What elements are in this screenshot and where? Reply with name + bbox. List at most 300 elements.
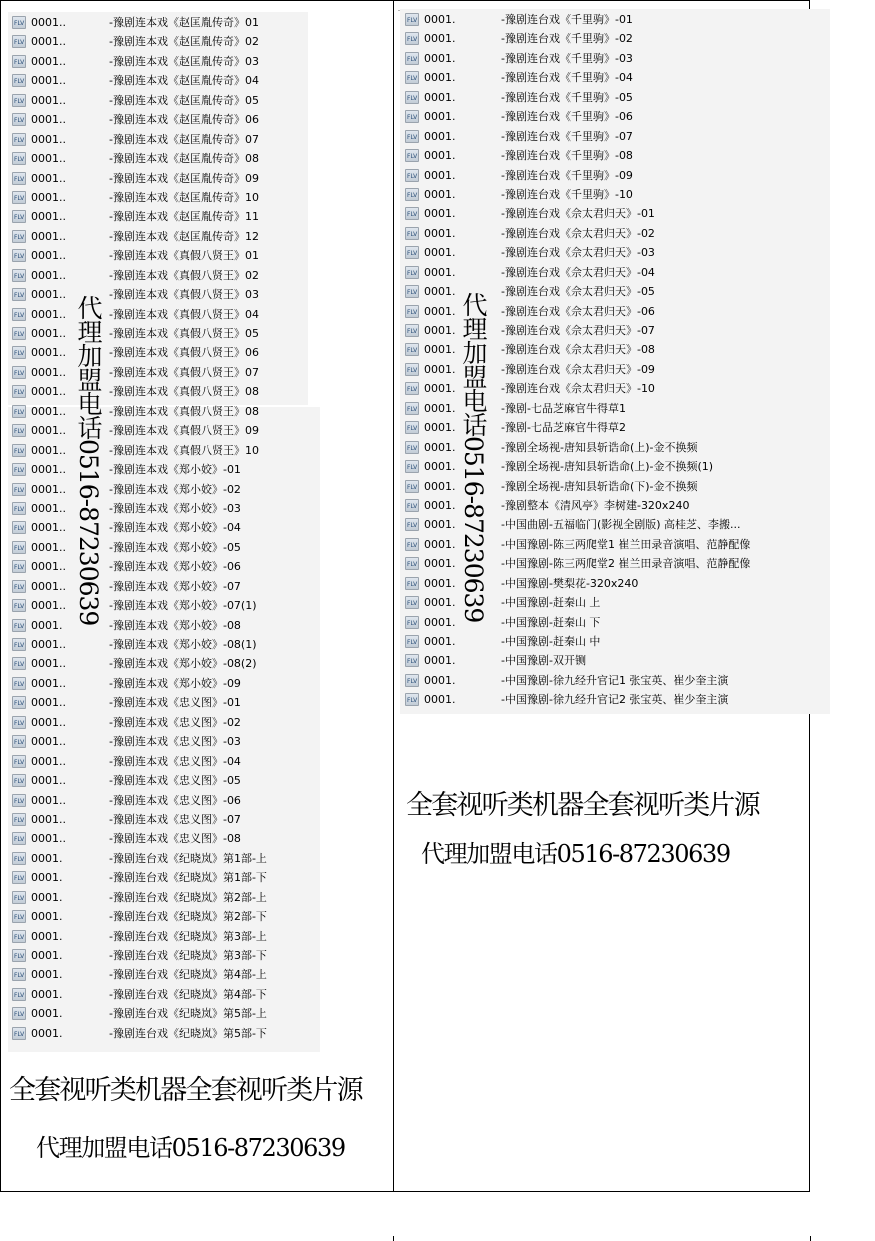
file-row[interactable] xyxy=(12,32,312,51)
flv-file-icon xyxy=(12,930,26,943)
flv-file-icon xyxy=(12,968,26,981)
file-row[interactable] xyxy=(405,632,825,651)
flv-file-icon xyxy=(12,832,26,845)
file-row[interactable] xyxy=(405,107,825,126)
flv-file-icon xyxy=(405,596,419,609)
file-row[interactable] xyxy=(405,49,825,68)
file-row[interactable] xyxy=(12,227,312,246)
flv-icon-label: FLV xyxy=(407,114,418,122)
file-id: 0001. xyxy=(424,362,456,376)
file-row[interactable] xyxy=(12,324,312,343)
file-name: -中国豫剧-双开铡 xyxy=(501,654,586,668)
flv-icon-label: FLV xyxy=(407,172,418,180)
flv-file-icon xyxy=(405,421,419,434)
flv-file-icon xyxy=(12,152,26,165)
file-name: -豫剧连本戏《忠义图》-03 xyxy=(109,735,241,749)
flv-file-icon xyxy=(12,502,26,515)
file-name: -豫剧连台戏《千里驹》-10 xyxy=(501,187,633,201)
flv-file-icon xyxy=(12,463,26,476)
file-id: 0001. xyxy=(424,498,456,512)
file-name: -豫剧连本戏《赵匡胤传奇》09 xyxy=(109,171,259,185)
flv-file-icon xyxy=(405,305,419,318)
flv-icon-label: FLV xyxy=(14,467,25,475)
file-name: -豫剧连本戏《赵匡胤传奇》07 xyxy=(109,132,259,146)
file-name: -豫剧全场视-唐知县斩诰命(下)-金不换频 xyxy=(501,479,698,493)
flv-icon-label: FLV xyxy=(407,36,418,44)
file-name: -豫剧连本戏《郑小姣》-08 xyxy=(109,618,241,632)
file-name: -豫剧连本戏《真假八贤王》02 xyxy=(109,268,259,282)
file-row[interactable] xyxy=(12,71,312,90)
file-name: -豫剧连本戏《郑小姣》-08(2) xyxy=(109,657,257,671)
file-row[interactable] xyxy=(12,752,312,771)
file-row[interactable] xyxy=(405,68,825,87)
flv-icon-label: FLV xyxy=(407,308,418,316)
flv-icon-label: FLV xyxy=(407,250,418,258)
flv-icon-label: FLV xyxy=(407,328,418,335)
file-id: 0001. xyxy=(424,51,456,65)
file-name: -豫剧-七品芝麻官牛得草1 xyxy=(501,401,626,415)
file-row[interactable] xyxy=(12,402,312,421)
flv-icon-label: FLV xyxy=(407,561,418,569)
file-row[interactable] xyxy=(12,499,312,518)
flv-icon-label: FLV xyxy=(407,677,418,685)
flv-file-icon xyxy=(405,169,419,182)
file-row[interactable] xyxy=(12,305,312,324)
file-row[interactable] xyxy=(12,110,312,129)
file-row[interactable] xyxy=(405,224,825,243)
flv-file-icon xyxy=(12,677,26,690)
flv-file-icon xyxy=(405,538,419,551)
flv-icon-label: FLV xyxy=(14,136,25,144)
file-row[interactable] xyxy=(12,52,312,71)
file-name: -豫剧连本戏《忠义图》-08 xyxy=(109,832,241,846)
file-name: -豫剧连台戏《纪晓岚》第4部-上 xyxy=(109,968,267,982)
file-name: -豫剧连本戏《真假八贤王》04 xyxy=(109,307,259,321)
flv-file-icon xyxy=(12,774,26,787)
file-row[interactable] xyxy=(405,146,825,165)
file-name: -豫剧-七品芝麻官牛得草2 xyxy=(501,421,626,435)
flv-icon-label: FLV xyxy=(14,544,25,552)
file-id: 0001. xyxy=(424,654,456,668)
flv-file-icon xyxy=(12,988,26,1001)
flv-file-icon xyxy=(12,852,26,865)
flv-icon-label: FLV xyxy=(14,642,25,649)
flv-file-icon xyxy=(12,1027,26,1040)
flv-icon-label: FLV xyxy=(407,75,418,83)
flv-file-icon xyxy=(12,74,26,87)
file-name: -豫剧连本戏《赵匡胤传奇》02 xyxy=(109,35,259,49)
flv-file-icon xyxy=(405,343,419,356)
file-id: 0001. xyxy=(424,90,456,104)
file-row[interactable] xyxy=(12,927,312,946)
flv-icon-label: FLV xyxy=(407,600,418,608)
file-row[interactable] xyxy=(12,266,312,285)
file-name: -豫剧连台戏《纪晓岚》第1部-下 xyxy=(109,871,267,885)
flv-file-icon xyxy=(12,541,26,554)
file-id: 0001.. xyxy=(31,424,66,438)
file-row[interactable] xyxy=(12,946,312,965)
flv-icon-label: FLV xyxy=(14,39,25,47)
file-row[interactable] xyxy=(405,671,825,690)
file-name: -中国豫剧-赶秦山 上 xyxy=(501,596,601,610)
file-row[interactable] xyxy=(12,1004,312,1023)
file-id: 0001.. xyxy=(31,16,66,29)
file-row[interactable] xyxy=(12,1024,312,1043)
file-name: -豫剧整本《清风亭》李树建-320x240 xyxy=(501,498,690,512)
file-row[interactable] xyxy=(12,91,312,110)
file-name: -豫剧连本戏《真假八贤王》05 xyxy=(109,327,259,340)
file-row[interactable] xyxy=(12,868,312,887)
flv-icon-label: FLV xyxy=(407,541,418,549)
flv-file-icon xyxy=(405,130,419,143)
file-row[interactable] xyxy=(12,441,312,460)
file-row[interactable] xyxy=(405,204,825,223)
flv-file-icon xyxy=(405,91,419,104)
file-row[interactable] xyxy=(12,421,312,440)
file-row[interactable] xyxy=(12,518,312,537)
flv-file-icon xyxy=(405,441,419,454)
file-row[interactable] xyxy=(12,382,312,401)
file-name: -中国豫剧-赶秦山 下 xyxy=(501,615,601,629)
file-id: 0001.. xyxy=(31,35,66,49)
flv-icon-label: FLV xyxy=(407,522,418,530)
file-id: 0001. xyxy=(424,71,456,85)
file-name: -豫剧连台戏《佘太君归天》-04 xyxy=(501,265,655,279)
file-id: 0001. xyxy=(31,968,63,982)
flv-icon-label: FLV xyxy=(407,94,418,102)
file-name: -豫剧连本戏《忠义图》-05 xyxy=(109,774,241,788)
flv-icon-label: FLV xyxy=(407,230,418,238)
file-row[interactable] xyxy=(12,363,312,382)
file-name: -中国豫剧-樊梨花-320x240 xyxy=(501,576,639,590)
flv-icon-label: FLV xyxy=(14,311,25,319)
file-id: 0001. xyxy=(424,460,456,474)
file-id: 0001. xyxy=(31,910,63,924)
flv-file-icon xyxy=(12,424,26,437)
flv-icon-label: FLV xyxy=(407,211,418,219)
flv-icon-label: FLV xyxy=(14,505,25,513)
flv-file-icon xyxy=(12,55,26,68)
file-row[interactable] xyxy=(12,907,312,926)
flv-file-icon xyxy=(12,657,26,670)
flv-file-icon xyxy=(405,616,419,629)
file-name: -豫剧连本戏《郑小姣》-03 xyxy=(109,501,241,515)
file-id: 0001. xyxy=(424,32,456,46)
file-id: 0001. xyxy=(424,110,456,124)
file-row[interactable] xyxy=(12,771,312,790)
file-id: 0001. xyxy=(424,168,456,182)
flv-icon-label: FLV xyxy=(14,564,25,572)
file-row[interactable] xyxy=(405,651,825,670)
flv-file-icon xyxy=(405,499,419,512)
file-row[interactable] xyxy=(405,243,825,262)
file-name: -豫剧连台戏《纪晓岚》第4部-下 xyxy=(109,987,267,1001)
file-id: 0001.. xyxy=(31,463,66,477)
file-id: 0001. xyxy=(424,129,456,143)
file-row[interactable] xyxy=(12,169,312,188)
file-name: -豫剧连本戏《赵匡胤传奇》12 xyxy=(109,229,259,243)
flv-file-icon xyxy=(12,113,26,126)
file-row[interactable] xyxy=(405,263,825,282)
file-row[interactable] xyxy=(12,343,312,362)
flv-icon-label: FLV xyxy=(407,386,418,394)
flv-icon-label: FLV xyxy=(14,117,25,125)
left-vertical-watermark: 代理加盟电话0516-87230639 xyxy=(74,295,103,626)
file-name: -豫剧连台戏《千里驹》-03 xyxy=(501,51,633,65)
flv-icon-label: FLV xyxy=(14,583,25,591)
file-name: -豫剧全场视-唐知县斩诰命(上)-金不换频 xyxy=(501,440,698,454)
flv-file-icon xyxy=(405,674,419,687)
flv-file-icon xyxy=(405,52,419,65)
flv-icon-label: FLV xyxy=(14,156,25,164)
file-name: -豫剧连本戏《郑小姣》-02 xyxy=(109,482,241,496)
flv-file-icon xyxy=(12,560,26,573)
file-name: -豫剧连本戏《赵匡胤传奇》08 xyxy=(109,152,259,166)
file-row[interactable] xyxy=(12,577,312,596)
file-name: -豫剧连本戏《真假八贤王》08 xyxy=(109,385,259,399)
file-name: -豫剧连台戏《千里驹》-06 xyxy=(501,110,633,124)
file-id: 0001. xyxy=(424,382,456,396)
file-name: -豫剧连台戏《千里驹》-02 xyxy=(501,32,633,46)
flv-icon-label: FLV xyxy=(14,1011,25,1019)
file-id: 0001.. xyxy=(31,171,66,185)
file-row[interactable] xyxy=(405,185,825,204)
file-name: -豫剧连台戏《佘太君归天》-10 xyxy=(501,382,655,396)
file-id: 0001.. xyxy=(31,676,66,690)
file-id: 0001.. xyxy=(31,696,66,710)
flv-icon-label: FLV xyxy=(407,289,418,297)
flv-file-icon xyxy=(12,871,26,884)
file-name: -豫剧连台戏《纪晓岚》第5部-上 xyxy=(109,1007,267,1021)
file-id: 0001.. xyxy=(31,54,66,68)
file-row[interactable] xyxy=(12,557,312,576)
file-name: -豫剧连台戏《纪晓岚》第3部-上 xyxy=(109,929,267,943)
file-id: 0001.. xyxy=(31,190,66,204)
file-row[interactable] xyxy=(405,690,825,709)
column-divider xyxy=(393,0,394,1192)
flv-icon-label: FLV xyxy=(14,914,25,922)
flv-icon-label: FLV xyxy=(14,894,25,902)
flv-file-icon xyxy=(405,324,419,337)
flv-file-icon xyxy=(405,188,419,201)
flv-icon-label: FLV xyxy=(14,369,25,377)
flv-file-icon xyxy=(12,16,26,29)
flv-file-icon xyxy=(12,366,26,379)
flv-file-icon xyxy=(405,149,419,162)
file-id: 0001.. xyxy=(31,152,66,166)
file-row[interactable] xyxy=(12,829,312,848)
flv-icon-label: FLV xyxy=(407,191,418,199)
flv-icon-label: FLV xyxy=(407,464,418,472)
file-id: 0001. xyxy=(424,324,456,337)
file-name: -豫剧连本戏《真假八贤王》01 xyxy=(109,249,259,263)
flv-file-icon xyxy=(12,910,26,923)
file-id: 0001.. xyxy=(31,754,66,768)
file-row[interactable] xyxy=(12,207,312,226)
file-row[interactable] xyxy=(405,127,825,146)
file-name: -豫剧连本戏《真假八贤王》09 xyxy=(109,424,259,438)
file-id: 0001. xyxy=(424,596,456,610)
flv-file-icon xyxy=(12,813,26,826)
flv-icon-label: FLV xyxy=(407,425,418,433)
file-row[interactable] xyxy=(405,166,825,185)
file-row[interactable] xyxy=(12,460,312,479)
file-id: 0001.. xyxy=(31,268,66,282)
file-name: -豫剧连本戏《赵匡胤传奇》05 xyxy=(109,93,259,107)
file-name: -豫剧连台戏《纪晓岚》第5部-下 xyxy=(109,1026,267,1040)
file-name: -豫剧连台戏《佘太君归天》-08 xyxy=(501,343,655,357)
flv-icon-label: FLV xyxy=(407,405,418,413)
flv-icon-label: FLV xyxy=(407,502,418,510)
file-row[interactable] xyxy=(12,538,312,557)
file-row[interactable] xyxy=(12,596,312,615)
file-row[interactable] xyxy=(12,849,312,868)
file-name: -中国豫剧-赶秦山 中 xyxy=(501,635,601,648)
flv-icon-label: FLV xyxy=(407,483,418,491)
file-name: -中国豫剧-陈三两爬堂1 崔兰田录音演唱、范静配像 xyxy=(501,537,751,551)
file-id: 0001.. xyxy=(31,132,66,146)
flv-icon-label: FLV xyxy=(14,175,25,183)
file-row[interactable] xyxy=(12,693,312,712)
flv-file-icon xyxy=(405,207,419,220)
file-row[interactable] xyxy=(405,10,825,29)
flv-file-icon xyxy=(12,269,26,282)
flv-icon-label: FLV xyxy=(14,331,25,338)
file-row[interactable] xyxy=(12,810,312,829)
file-name: -豫剧连台戏《纪晓岚》第1部-上 xyxy=(109,851,267,865)
file-name: -豫剧连本戏《赵匡胤传奇》10 xyxy=(109,190,259,204)
flv-icon-label: FLV xyxy=(14,97,25,105)
flv-icon-label: FLV xyxy=(407,17,418,24)
file-name: -豫剧连本戏《真假八贤王》08 xyxy=(109,404,259,418)
file-id: 0001. xyxy=(424,207,456,221)
file-name: -豫剧连台戏《佘太君归天》-09 xyxy=(501,362,655,376)
file-name: -豫剧连台戏《千里驹》-04 xyxy=(501,71,633,85)
file-row[interactable] xyxy=(12,654,312,673)
file-id: 0001.. xyxy=(31,774,66,788)
file-row[interactable] xyxy=(12,616,312,635)
file-id: 0001.. xyxy=(31,327,66,340)
flv-icon-label: FLV xyxy=(407,658,418,666)
file-row[interactable] xyxy=(12,130,312,149)
file-id: 0001.. xyxy=(31,113,66,127)
flv-icon-label: FLV xyxy=(14,797,25,805)
flv-file-icon xyxy=(405,557,419,570)
file-row[interactable] xyxy=(12,285,312,304)
file-name: -豫剧连台戏《佘太君归天》-05 xyxy=(501,285,655,299)
flv-icon-label: FLV xyxy=(14,836,25,844)
file-id: 0001.. xyxy=(31,307,66,321)
file-name: -豫剧连台戏《千里驹》-05 xyxy=(501,90,633,104)
flv-file-icon xyxy=(405,577,419,590)
flv-file-icon xyxy=(12,599,26,612)
file-id: 0001.. xyxy=(31,579,66,593)
file-row[interactable] xyxy=(12,965,312,984)
file-id: 0001. xyxy=(424,635,456,648)
file-id: 0001. xyxy=(424,518,456,532)
flv-file-icon xyxy=(405,635,419,648)
file-id: 0001.. xyxy=(31,482,66,496)
flv-icon-label: FLV xyxy=(407,347,418,355)
flv-file-icon xyxy=(12,346,26,359)
bottom-tick-right xyxy=(810,1236,811,1241)
file-name: -豫剧连台戏《佘太君归天》-02 xyxy=(501,226,655,240)
right-vertical-watermark: 代理加盟电话0516-87230639 xyxy=(459,292,488,623)
file-id: 0001. xyxy=(31,890,63,904)
file-row[interactable] xyxy=(12,480,312,499)
file-row[interactable] xyxy=(12,246,312,265)
flv-icon-label: FLV xyxy=(14,778,25,786)
flv-file-icon xyxy=(405,32,419,45)
flv-icon-label: FLV xyxy=(14,1030,25,1038)
file-row[interactable] xyxy=(405,88,825,107)
file-name: -豫剧连本戏《真假八贤王》06 xyxy=(109,346,259,360)
flv-file-icon xyxy=(405,654,419,667)
flv-icon-label: FLV xyxy=(14,58,25,66)
file-row[interactable] xyxy=(12,635,312,654)
file-row[interactable] xyxy=(12,674,312,693)
flv-file-icon xyxy=(12,327,26,340)
file-row[interactable] xyxy=(12,713,312,732)
file-id: 0001.. xyxy=(31,521,66,535)
file-name: -豫剧连本戏《忠义图》-06 xyxy=(109,793,241,807)
file-row[interactable] xyxy=(12,985,312,1004)
flv-file-icon xyxy=(12,35,26,48)
flv-icon-label: FLV xyxy=(407,639,418,646)
flv-icon-label: FLV xyxy=(407,697,418,705)
file-id: 0001.. xyxy=(31,540,66,554)
flv-icon-label: FLV xyxy=(14,292,25,300)
flv-icon-label: FLV xyxy=(14,680,25,688)
file-name: -豫剧连本戏《忠义图》-04 xyxy=(109,754,241,768)
file-id: 0001.. xyxy=(31,210,66,224)
file-name: -中国曲剧-五福临门(影视全剧版) 高桂芝、李搬... xyxy=(501,518,741,532)
file-name: -豫剧全场视-唐知县斩诰命(上)-金不换频(1) xyxy=(501,460,714,474)
flv-file-icon xyxy=(405,518,419,531)
flv-icon-label: FLV xyxy=(14,233,25,241)
file-id: 0001.. xyxy=(31,715,66,729)
flv-icon-label: FLV xyxy=(14,272,25,280)
file-row[interactable] xyxy=(12,13,312,32)
flv-icon-label: FLV xyxy=(14,194,25,202)
file-id: 0001. xyxy=(424,187,456,201)
flv-icon-label: FLV xyxy=(14,719,25,727)
flv-icon-label: FLV xyxy=(407,366,418,374)
flv-icon-label: FLV xyxy=(14,389,25,397)
file-name: -中国豫剧-徐九经升官记1 张宝英、崔少奎主演 xyxy=(501,673,729,687)
file-row[interactable] xyxy=(12,888,312,907)
flv-icon-label: FLV xyxy=(14,933,25,941)
file-row[interactable] xyxy=(12,791,312,810)
flv-file-icon xyxy=(405,227,419,240)
flv-icon-label: FLV xyxy=(14,953,25,960)
file-id: 0001. xyxy=(424,421,456,435)
file-row[interactable] xyxy=(12,149,312,168)
file-name: -豫剧连台戏《佘太君归天》-01 xyxy=(501,207,655,221)
file-id: 0001. xyxy=(424,401,456,415)
file-row[interactable] xyxy=(12,188,312,207)
file-name: -豫剧连本戏《忠义图》-01 xyxy=(109,696,241,710)
file-row[interactable] xyxy=(405,29,825,48)
flv-icon-label: FLV xyxy=(14,253,25,261)
file-id: 0001.. xyxy=(31,832,66,846)
file-name: -中国豫剧-陈三两爬堂2 崔兰田录音演唱、范静配像 xyxy=(501,557,751,571)
file-row[interactable] xyxy=(12,732,312,751)
flv-file-icon xyxy=(405,382,419,395)
file-name: -豫剧连本戏《赵匡胤传奇》04 xyxy=(109,74,259,88)
flv-icon-label: FLV xyxy=(14,486,25,494)
flv-file-icon xyxy=(12,794,26,807)
